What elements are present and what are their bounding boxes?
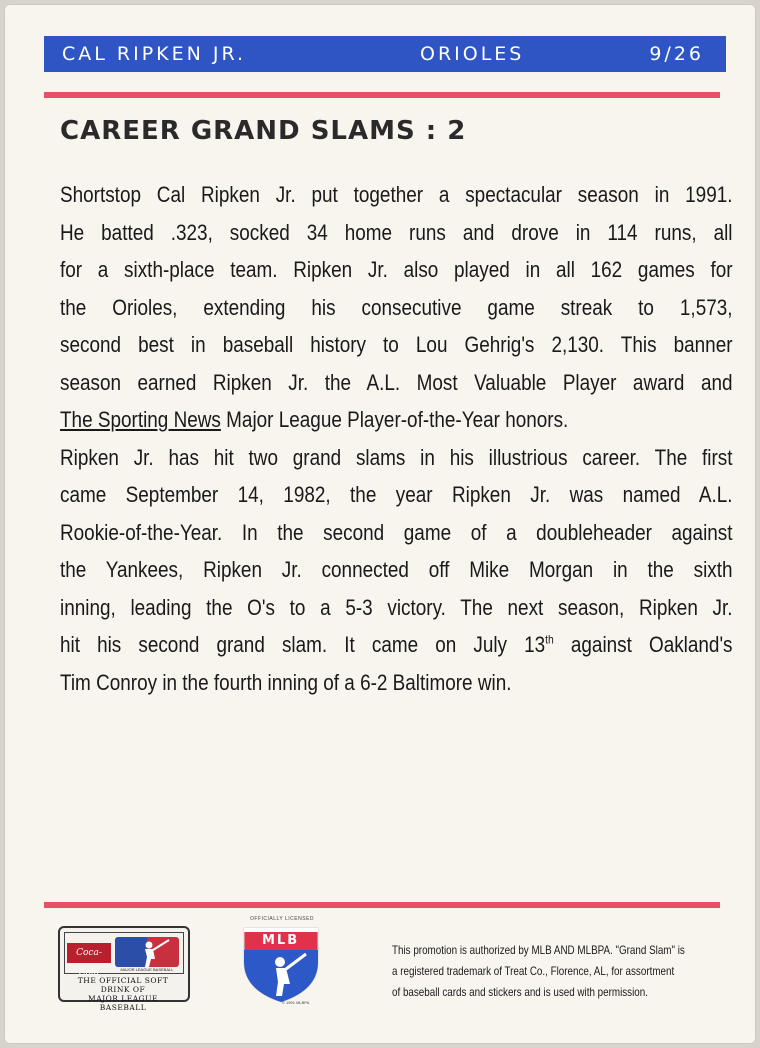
top-divider — [44, 92, 720, 98]
legal-line: of baseball cards and stickers and is used with permission. — [392, 985, 648, 999]
text-line: Ripken Jr. has hit two grand slams in his illustrious career. The first — [60, 444, 733, 470]
mlb-shield-icon — [236, 916, 326, 1008]
header-bar — [44, 36, 726, 72]
text-line: season earned Ripken Jr. the A.L. Most Valuable Player award and — [60, 369, 733, 395]
text-line: inning, leading the O's to a 5-3 victory. The next season, Ripken Jr. — [60, 594, 733, 620]
mlb-logo-text: MLB — [262, 933, 300, 948]
ordinal-suffix: th — [545, 632, 554, 647]
text-fragment: against Oakland's — [553, 632, 733, 657]
coke-caption-line: THE OFFICIAL SOFT DRINK OF — [77, 976, 169, 994]
licensed-label: OFFICIALLY LICENSED — [249, 916, 315, 922]
text-line: for a sixth-place team. Ripken Jr. also played in all 162 games for — [60, 257, 733, 282]
batter-silhouette-icon — [115, 937, 179, 967]
text-line: the Orioles, extending his consecutive game streak to 1,573, — [60, 294, 733, 320]
text-line: came September 14, 1982, the year Ripken Jr. was named A.L. — [60, 482, 733, 507]
legal-notice — [392, 940, 697, 1003]
text-fragment: hit his second grand slam. It came on July 13 — [60, 632, 546, 657]
paragraph-1 — [60, 176, 733, 439]
bottom-divider — [44, 902, 720, 908]
text-line — [60, 401, 733, 439]
team-name: ORIOLES — [420, 43, 525, 65]
card-title: CAREER GRAND SLAMS : 2 — [60, 116, 467, 146]
coke-caption-line: MAJOR LEAGUE BASEBALL — [88, 994, 158, 1012]
mlb-licensed-logo — [236, 916, 326, 1008]
paragraph-2 — [60, 439, 733, 702]
text-line — [60, 626, 733, 664]
coca-cola-logo — [58, 926, 190, 1012]
legal-line: a registered trademark of Treat Co., Florence, AL, for assortment — [392, 964, 675, 978]
coke-caption — [64, 976, 182, 1012]
coke-logo-frame — [64, 932, 184, 978]
text-line: He batted .323, socked 34 home runs and drove in 114 runs, all — [60, 219, 733, 245]
legal-line: This promotion is authorized by MLB AND MLBPA. "Grand Slam" is — [392, 943, 685, 957]
text-line: the Yankees, Ripken Jr. connected off Mike Morgan in the sixth — [60, 557, 733, 582]
text-line: Rookie-of-the-Year. In the second game of a doubleheader against — [60, 519, 733, 545]
text-fragment: Major League Player-of-the-Year honors. — [220, 407, 569, 432]
mlb-mini-label: MAJOR LEAGUE BASEBALL — [120, 967, 174, 972]
player-name: CAL RIPKEN JR. — [62, 43, 247, 65]
mlb-batter-icon — [115, 937, 179, 967]
text-line: Shortstop Cal Ripken Jr. put together a spectacular season in 1991. — [60, 182, 733, 207]
text-line: Tim Conroy in the fourth inning of a 6-2 Baltimore win. — [60, 669, 512, 695]
card-number: 9/26 — [649, 43, 704, 65]
publication-name: The Sporting News — [60, 407, 221, 432]
card-back — [4, 4, 756, 1044]
text-line: second best in baseball history to Lou Gehrig's 2,130. This banner — [60, 332, 733, 357]
card-body — [60, 176, 733, 701]
mlbpa-copyright: © 1991 MLBPA — [282, 1000, 310, 1005]
coke-script-logo: Coca-Cola — [67, 943, 111, 963]
